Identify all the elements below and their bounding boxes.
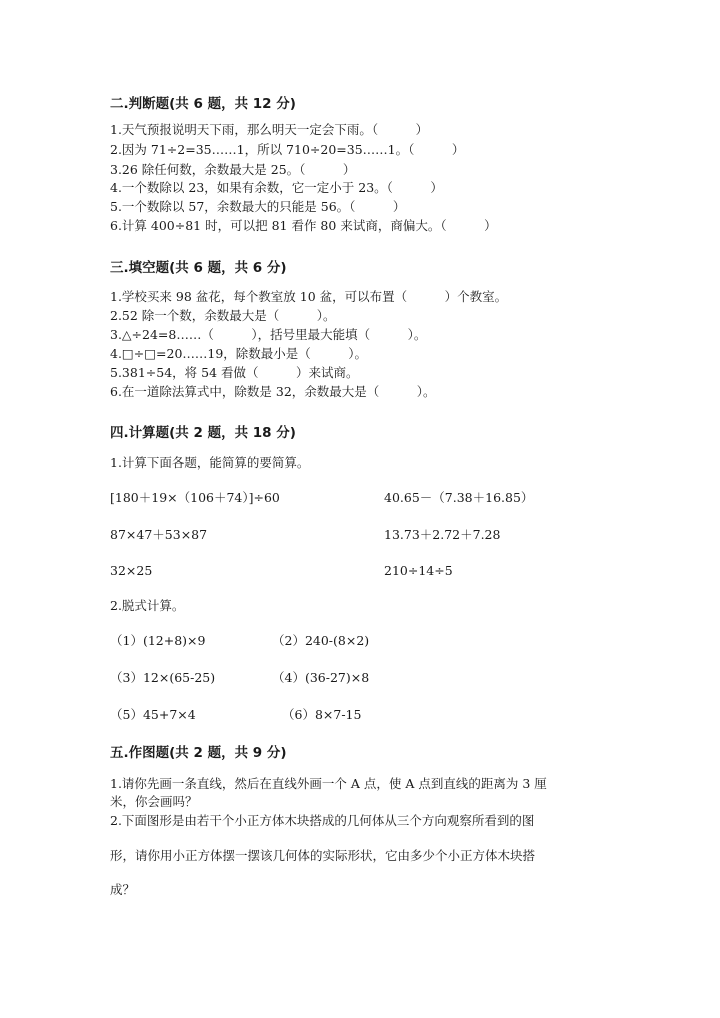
calc-expr: 87×47＋53×87 bbox=[110, 527, 208, 542]
calc-expr: 210÷14÷5 bbox=[384, 563, 453, 578]
judge-item-3: 3.26 除任何数，余数最大是 25。（ ） bbox=[110, 162, 356, 177]
calc-expr: 40.65－（7.38＋16.85） bbox=[384, 490, 534, 505]
section-5-title: 五.作图题(共 2 题，共 9 分) bbox=[110, 745, 287, 761]
stepwise-expr: （3）12×(65-25) bbox=[110, 670, 216, 685]
fill-item-3: 3.△÷24=8……（ ），括号里最大能填（ ）。 bbox=[110, 327, 427, 342]
fill-item-4: 4.□÷□=20……19，除数最小是（ ）。 bbox=[110, 346, 368, 361]
calc-expr: [180＋19×（106＋74）]÷60 bbox=[110, 490, 280, 505]
fill-item-2: 2.52 除一个数，余数最大是（ ）。 bbox=[110, 308, 336, 323]
section-2-title: 二.判断题(共 6 题，共 12 分) bbox=[110, 96, 296, 112]
judge-item-6: 6.计算 400÷81 时，可以把 81 看作 80 来试商，商偏大。（ ） bbox=[110, 218, 497, 233]
draw-text-line: 成？ bbox=[110, 882, 136, 897]
draw-text-line: 1.请你先画一条直线，然后在直线外画一个 A 点，使 A 点到直线的距离为 3 厘 bbox=[110, 776, 547, 791]
draw-text-line: 米，你会画吗？ bbox=[110, 794, 198, 809]
calc-expr: 13.73＋2.72＋7.28 bbox=[384, 527, 501, 542]
calc-q1-prompt: 1.计算下面各题，能简算的要简算。 bbox=[110, 455, 310, 470]
fill-item-1: 1.学校买来 98 盆花，每个教室放 10 盆，可以布置（ ）个教室。 bbox=[110, 289, 508, 304]
calc-expr: 32×25 bbox=[110, 563, 153, 578]
stepwise-expr: （2）240-(8×2) bbox=[272, 633, 370, 648]
judge-item-5: 5.一个数除以 57，余数最大的只能是 56。（ ） bbox=[110, 199, 406, 214]
section-4-title: 四.计算题(共 2 题，共 18 分) bbox=[110, 425, 296, 441]
stepwise-expr: （4）(36-27)×8 bbox=[272, 670, 370, 685]
stepwise-expr: （5）45+7×4 bbox=[110, 707, 196, 722]
fill-item-6: 6.在一道除法算式中，除数是 32，余数最大是（ ）。 bbox=[110, 384, 436, 399]
judge-item-1: 1.天气预报说明天下雨，那么明天一定会下雨。（ ） bbox=[110, 122, 429, 137]
judge-item-4: 4.一个数除以 23，如果有余数，它一定小于 23。（ ） bbox=[110, 180, 443, 195]
stepwise-expr: （1）(12+8)×9 bbox=[110, 633, 206, 648]
calc-q2-prompt: 2.脱式计算。 bbox=[110, 598, 185, 613]
judge-item-2: 2.因为 71÷2=35……1，所以 710÷20=35……1。（ ） bbox=[110, 142, 465, 157]
draw-text-line: 2.下面图形是由若干个小正方体木块搭成的几何体从三个方向观察所看到的图 bbox=[110, 813, 535, 828]
section-3-title: 三.填空题(共 6 题，共 6 分) bbox=[110, 260, 287, 276]
stepwise-expr: （6）8×7-15 bbox=[282, 707, 362, 722]
fill-item-5: 5.381÷54，将 54 看做（ ）来试商。 bbox=[110, 365, 359, 380]
draw-text-line: 形，请你用小正方体摆一摆该几何体的实际形状，它由多少个小正方体木块搭 bbox=[110, 848, 536, 863]
